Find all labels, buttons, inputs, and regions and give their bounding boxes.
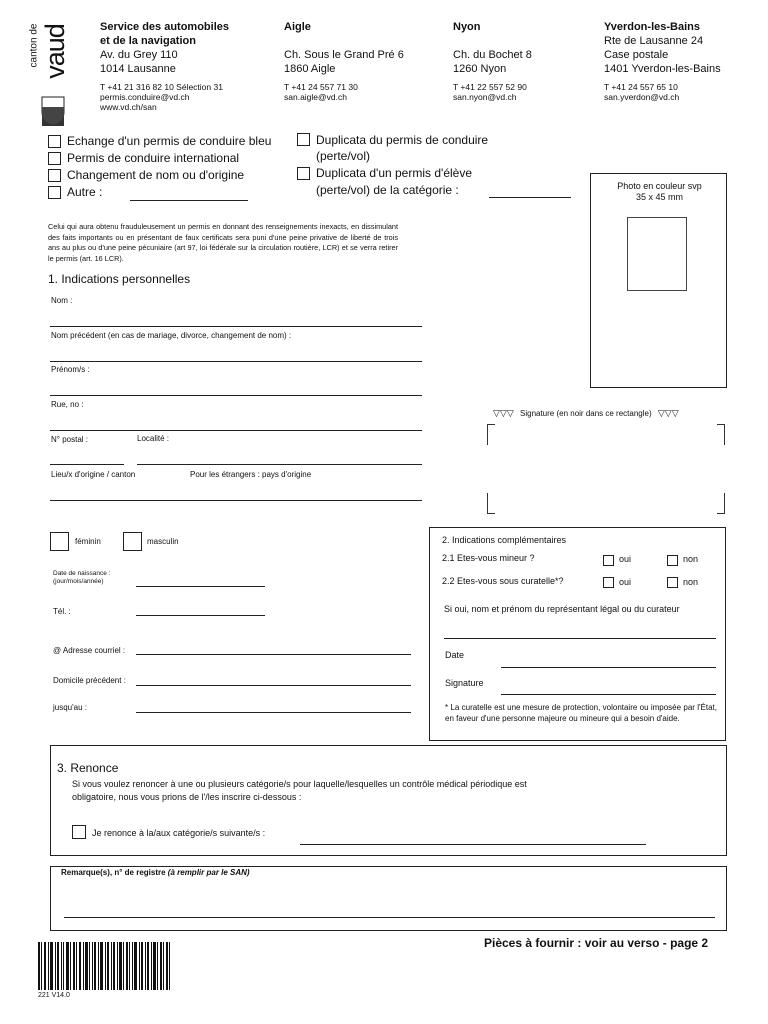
nyon-email: san.nyon@vd.ch xyxy=(453,92,517,102)
curatelle-oui-label: oui xyxy=(619,577,632,587)
pieces-a-fournir: Pièces à fournir : voir au verso - page 2 xyxy=(484,936,709,950)
mineur-non-label: non xyxy=(683,554,699,564)
mineur-oui-checkbox[interactable] xyxy=(603,555,614,566)
pays-origine-label: Pour les étrangers : pays d'origine xyxy=(190,470,312,479)
aigle-name: Aigle xyxy=(284,21,311,33)
jusqu-label: jusqu'au : xyxy=(53,703,87,712)
duplicata-permis-label: Duplicata du permis de conduire xyxy=(316,133,489,147)
changement-label: Changement de nom ou d'origine xyxy=(67,168,245,182)
international-label: Permis de conduire international xyxy=(67,151,240,165)
remarks-header xyxy=(61,868,250,877)
nom-precedent-label: Nom précédent (en cas de mariage, divorce, changement de nom) : xyxy=(51,331,292,340)
date-naissance-label: Date de naissance : xyxy=(53,570,111,577)
address-main xyxy=(100,20,270,112)
photo-inner-frame[interactable] xyxy=(627,217,687,291)
main-web: www.vd.ch/san xyxy=(100,102,157,112)
aigle-email: san.aigle@vd.ch xyxy=(284,92,347,102)
feminin-checkbox[interactable] xyxy=(50,532,69,551)
main-phone: T +41 21 316 82 10 Sélection 31 xyxy=(100,82,223,92)
origine-field[interactable] xyxy=(50,500,422,501)
curatelle-non-checkbox[interactable] xyxy=(667,577,678,588)
nyon-street: Ch. du Bochet 8 xyxy=(453,49,532,61)
localite-field[interactable] xyxy=(137,464,422,465)
yverdon-city: 1401 Yverdon-les-Bains xyxy=(604,63,721,75)
yverdon-name: Yverdon-les-Bains xyxy=(604,21,700,33)
mineur-non-checkbox[interactable] xyxy=(667,555,678,566)
feminin-label: féminin xyxy=(75,537,101,546)
section3-text-2: obligatoire, nous vous prions de l'/les inscrire ci-dessous : xyxy=(72,792,302,802)
duplicata-eleve-label: Duplicata d'un permis d'élève xyxy=(316,166,472,180)
aigle-phone: T +41 24 557 71 30 xyxy=(284,82,358,92)
nom-label: Nom : xyxy=(51,296,73,305)
photo-box xyxy=(590,173,727,388)
date-format-label: (jour/mois/année) xyxy=(53,578,104,585)
address-nyon xyxy=(453,20,593,102)
section3-title: 3. Renonce xyxy=(57,761,119,775)
npa-label: N° postal : xyxy=(51,435,88,444)
mineur-oui-label: oui xyxy=(619,554,632,564)
curatelle-note: * La curatelle est une mesure de protection, volontaire ou imposée par l'État, en faveur d'une personne majeure ou mineure qui a besoin d'aide. xyxy=(445,703,717,723)
date-label: Date xyxy=(445,650,465,660)
date-naissance-field[interactable] xyxy=(136,586,265,587)
remarks-note: (à remplir par le SAN) xyxy=(167,868,250,877)
lieu-origine-label: Lieu/x d'origine / canton xyxy=(51,470,136,479)
domicile-field[interactable] xyxy=(136,685,411,686)
duplicata-eleve-checkbox[interactable] xyxy=(297,167,310,180)
signature-rectangle[interactable] xyxy=(487,424,725,514)
tel-label: Tél. : xyxy=(53,607,71,616)
echange-checkbox[interactable] xyxy=(48,135,61,148)
domicile-label: Domicile précédent : xyxy=(53,676,126,685)
section3-text-1: Si vous voulez renoncer à une ou plusieurs catégorie/s pour laquelle/lesquelles un contrôle médical périodique est xyxy=(72,779,527,789)
nyon-phone: T +41 22 557 52 90 xyxy=(453,82,527,92)
canton-logo xyxy=(30,16,76,116)
representant-label: Si oui, nom et prénom du représentant légal ou du curateur xyxy=(444,604,680,614)
photo-size: 35 x 45 mm xyxy=(635,192,684,202)
yverdon-street: Rte de Lausanne 24 xyxy=(604,35,704,47)
signature-label: Signature (en noir dans ce rectangle) xyxy=(520,409,652,418)
yverdon-phone: T +41 24 557 65 10 xyxy=(604,82,678,92)
address-aigle xyxy=(284,20,444,102)
section3-box xyxy=(50,745,727,856)
section2-box xyxy=(429,527,726,741)
address-yverdon xyxy=(604,20,764,102)
q-mineur-label: 2.1 Etes-vous mineur ? xyxy=(442,553,535,563)
yverdon-email: san.yverdon@vd.ch xyxy=(604,92,680,102)
vaud-coat-of-arms-icon xyxy=(41,96,65,126)
autre-line[interactable] xyxy=(130,200,248,201)
curatelle-non-label: non xyxy=(683,577,699,587)
q-curatelle-label: 2.2 Etes-vous sous curatelle*? xyxy=(442,576,564,586)
rue-field[interactable] xyxy=(50,430,422,431)
renonce-field[interactable] xyxy=(300,844,646,845)
signature2-label: Signature xyxy=(445,678,484,688)
logo-vaud: vaud xyxy=(39,24,70,79)
nyon-name: Nyon xyxy=(453,21,481,33)
aigle-street: Ch. Sous le Grand Pré 6 xyxy=(284,49,404,61)
representant-field[interactable] xyxy=(444,638,716,639)
logo-canton-de: canton de xyxy=(28,23,40,68)
nom-precedent-field[interactable] xyxy=(50,361,422,362)
renonce-checkbox[interactable] xyxy=(72,825,86,839)
date-field[interactable] xyxy=(501,667,716,668)
international-checkbox[interactable] xyxy=(48,152,61,165)
photo-label: Photo en couleur svp xyxy=(617,181,702,191)
echange-label: Echange d'un permis de conduire bleu xyxy=(67,134,272,148)
jusqu-field[interactable] xyxy=(136,712,411,713)
duplicata-permis-checkbox[interactable] xyxy=(297,133,310,146)
aigle-city: 1860 Aigle xyxy=(284,63,336,75)
tel-field[interactable] xyxy=(136,615,265,616)
autre-label: Autre : xyxy=(67,185,103,199)
changement-checkbox[interactable] xyxy=(48,169,61,182)
duplicata-eleve-label-2: (perte/vol) de la catégorie : xyxy=(316,183,459,197)
yverdon-po: Case postale xyxy=(604,49,669,61)
fraud-warning: Celui qui aura obtenu frauduleusement un permis en donnant des renseignements inexacts, en dissimulant des faits importants ou en présentant de faux certificats sera puni d'une peine privative de liberté de trois ans au plus ou d'une peine pécuniaire (art 97, loi fédérale sur la circulation routière, LCR) et se verra retirer le permis (art. 16 LCR). xyxy=(48,222,398,263)
email-field[interactable] xyxy=(136,654,411,655)
duplicata-permis-label-2: (perte/vol) xyxy=(316,149,371,163)
masculin-label: masculin xyxy=(147,537,179,546)
barcode-icon xyxy=(38,942,172,990)
renonce-label: Je renonce à la/aux catégorie/s suivante/s : xyxy=(92,828,266,838)
signature-arrows-left: ▽▽▽ xyxy=(493,408,514,418)
main-email: permis.conduire@vd.ch xyxy=(100,92,190,102)
main-city: 1014 Lausanne xyxy=(100,63,176,75)
signature2-field[interactable] xyxy=(501,694,716,695)
signature-arrows-right: ▽▽▽ xyxy=(657,408,679,418)
categorie-line[interactable] xyxy=(489,197,571,198)
main-name-1: Service des automobiles xyxy=(100,21,229,33)
npa-field[interactable] xyxy=(50,464,124,465)
localite-label: Localité : xyxy=(137,434,170,443)
curatelle-oui-checkbox[interactable] xyxy=(603,577,614,588)
autre-checkbox[interactable] xyxy=(48,186,61,199)
nyon-city: 1260 Nyon xyxy=(453,63,507,75)
section1-title: 1. Indications personnelles xyxy=(48,272,191,286)
prenom-label: Prénom/s : xyxy=(51,365,90,374)
remarks-box xyxy=(50,866,727,931)
rue-label: Rue, no : xyxy=(51,400,84,409)
email-label: @ Adresse courriel : xyxy=(53,646,126,655)
remarks-label: Remarque(s), n° de registre xyxy=(61,868,166,877)
main-name-2: et de la navigation xyxy=(100,35,196,47)
prenom-field[interactable] xyxy=(50,395,422,396)
remarks-field[interactable] xyxy=(64,917,715,918)
main-street: Av. du Grey 110 xyxy=(100,49,178,61)
signature-header xyxy=(493,408,733,419)
section2-title: 2. Indications complémentaires xyxy=(442,535,567,545)
masculin-checkbox[interactable] xyxy=(123,532,142,551)
nom-field[interactable] xyxy=(50,326,422,327)
form-code: 221 V14.0 xyxy=(38,992,70,999)
